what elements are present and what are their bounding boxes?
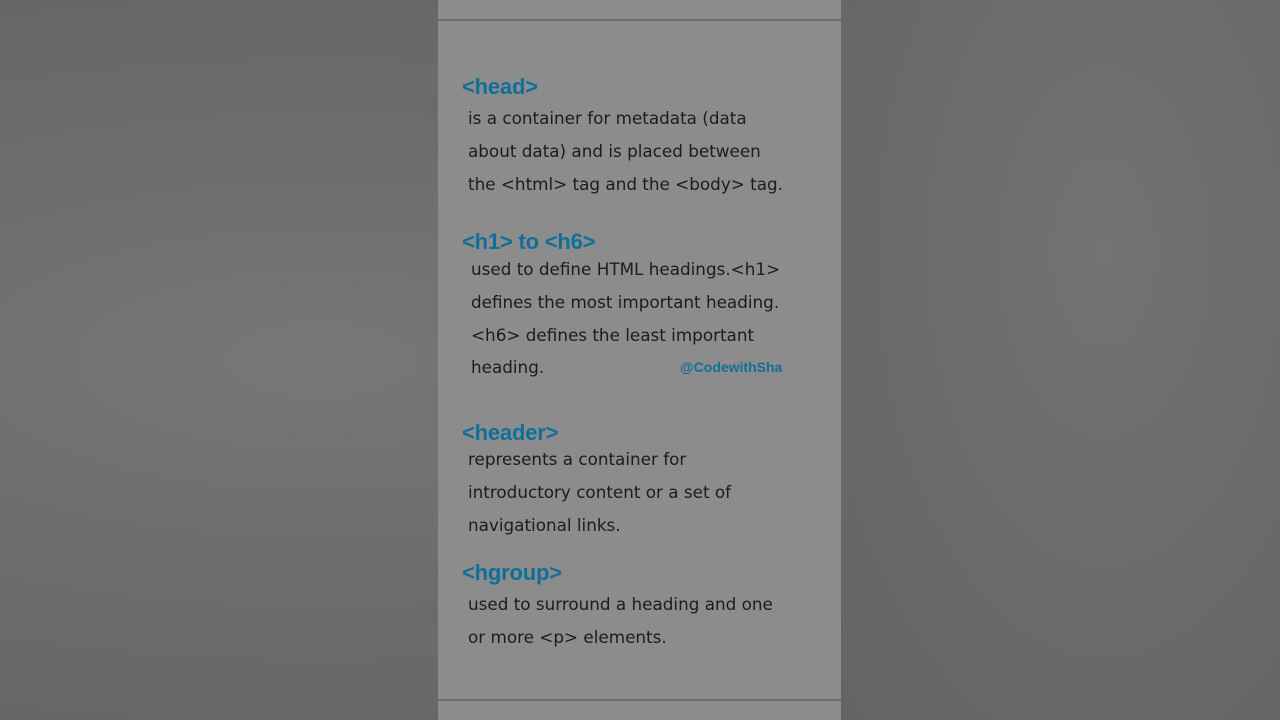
description-header: represents a container for introductory content or a set of navigational links. — [468, 449, 732, 535]
top-divider — [438, 19, 841, 21]
description-h1-to-h6: used to define HTML headings.<h1> defines the most important heading. <h6> defines the least important heading. — [471, 259, 781, 378]
term-hgroup: <hgroup> — [462, 560, 562, 585]
term-header: <header> — [462, 420, 559, 445]
reference-card — [438, 0, 841, 720]
bottom-divider — [438, 699, 841, 701]
term-h1-to-h6: <h1> to <h6> — [462, 229, 596, 254]
blurred-background-right — [841, 0, 1280, 720]
description-head: is a container for metadata (data about data) and is placed between the <html> tag and the <body> tag. — [468, 108, 783, 194]
watermark: @CodewithSha — [680, 359, 783, 375]
term-head: <head> — [462, 74, 538, 99]
description-hgroup: used to surround a heading and one or more <p> elements. — [468, 594, 773, 647]
